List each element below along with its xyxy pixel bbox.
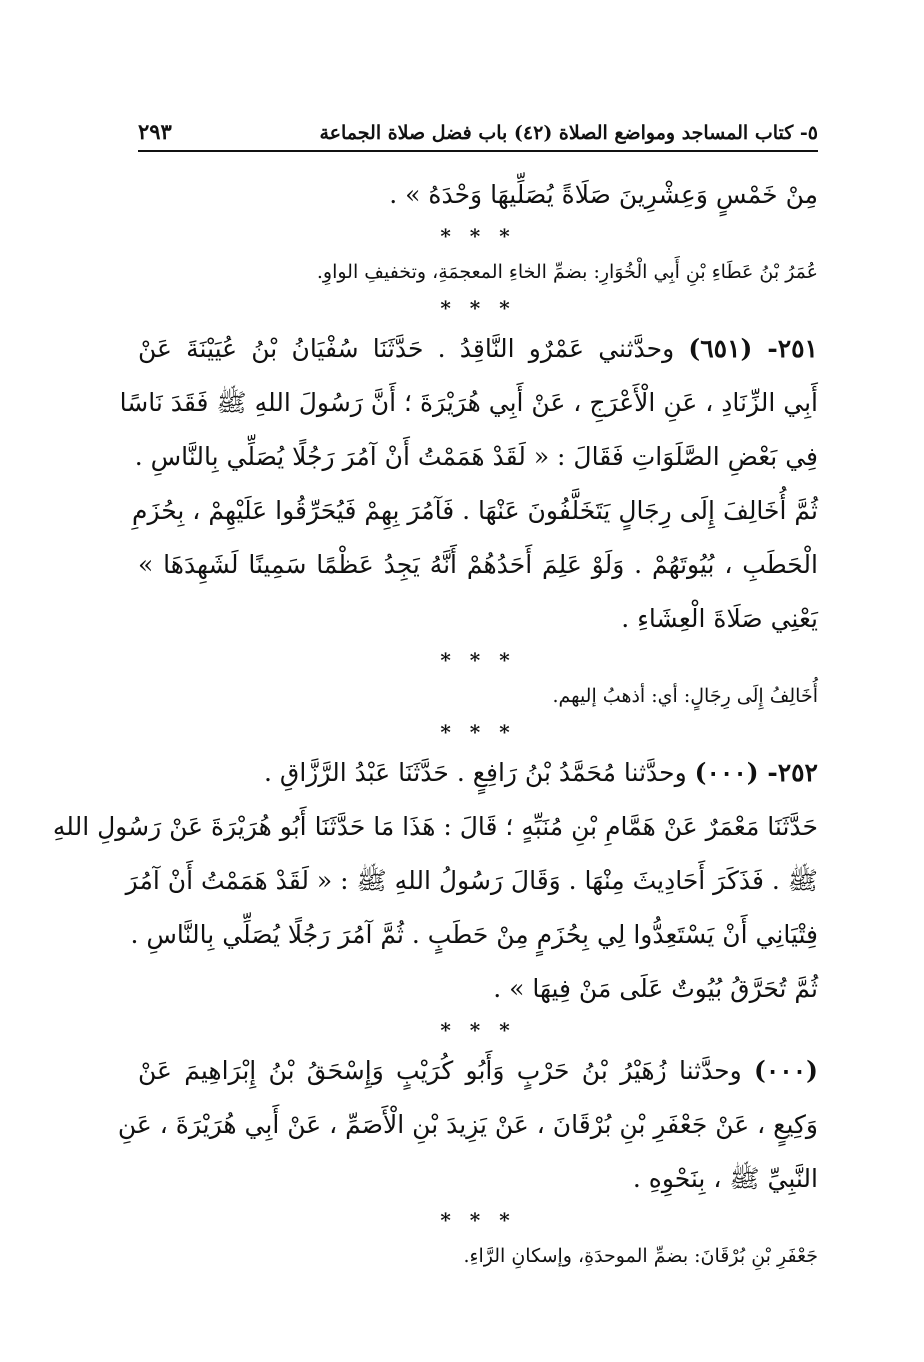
hadith-251-line: ثُمَّ أُخَالِفَ إِلَى رِجَالٍ يَتَخَلَّفُونَ عَنْهَا . فَآمُرَ بِهِمْ فَيُحَرِّقُوا عَلَيْهِمْ ، بِحُزَمِ (131, 496, 818, 525)
section-separator: * * * (440, 1018, 516, 1042)
gloss-note: جَعْفَرِ بْنِ بُرْقَانَ: بضمِّ الموحدَةِ، وإسكانِ الرَّاءِ. (463, 1245, 818, 1267)
hadith-252-line: ﷺ . فَذَكَرَ أَحَادِيثَ مِنْهَا . وَقَالَ رَسُولُ اللهِ ﷺ : « لَقَدْ هَمَمْتُ أَنْ آمُرَ (125, 866, 818, 895)
page-body (52, 168, 818, 1278)
hadith-number: ٢٥١- (٦٥١) (688, 334, 818, 363)
hadith-text: وحدَّثنا زُهَيْرُ بْنُ حَرْبٍ وَأَبُو كُرَيْبٍ وَإِسْحَقُ بْنُ إِبْرَاهِيمَ عَنْ (138, 1056, 742, 1085)
hadith-number: (٠٠٠) (754, 1056, 818, 1085)
section-separator: * * * (440, 720, 516, 744)
hadith-251-line: الْحَطَبِ ، بُيُوتَهُمْ . وَلَوْ عَلِمَ أَحَدُهُمْ أَنَّهُ يَجِدُ عَظْمًا سَمِينًا لَشَهِدَهَا » (138, 550, 818, 579)
hadith-251-line: فِي بَعْضِ الصَّلَوَاتِ فَقَالَ : « لَقَدْ هَمَمْتُ أَنْ آمُرَ رَجُلًا يُصَلِّي بِالنَّاسِ . (134, 442, 818, 471)
gloss-note: عُمَرُ بْنُ عَطَاءِ بْنِ أَبِي الْخُوَارِ: بضمِّ الخاءِ المعجمَةِ، وتخفيفِ الواوِ. (316, 261, 818, 283)
hadith-253-line (138, 1044, 818, 1098)
hadith-251-line (138, 322, 818, 376)
hadith-text: وحدَّثنا مُحَمَّدُ بْنُ رَافِعٍ . حَدَّثَنَا عَبْدُ الرَّزَّاقِ . (264, 758, 687, 787)
hadith-text: وحدَّثني عَمْرٌو النَّاقِدُ . حَدَّثَنَا سُفْيَانُ بْنُ عُيَيْنَةَ عَنْ (138, 334, 675, 363)
section-separator: * * * (440, 1208, 516, 1232)
hadith-251-line: يَعْنِي صَلَاةَ الْعِشَاءِ . (621, 604, 818, 633)
page-header (138, 106, 818, 152)
text-line: مِنْ خَمْسٍ وَعِشْرِينَ صَلَاةً يُصَلِّيهَا وَحْدَهُ » . (389, 180, 818, 209)
hadith-252-line (138, 746, 818, 800)
hadith-252-line: فِتْيَانِي أَنْ يَسْتَعِدُّوا لِي بِحُزَمٍ مِنْ حَطَبٍ . ثُمَّ آمُرَ رَجُلًا يُصَلِّي بِالنَّاسِ . (130, 920, 818, 949)
hadith-252-line: حَدَّثَنَا مَعْمَرٌ عَنْ هَمَّامِ بْنِ مُنَبِّهٍ ؛ قَالَ : هَذَا مَا حَدَّثَنَا أَبُو هُرَيْرَةَ عَنْ رَسُولِ اللهِ (52, 812, 818, 841)
hadith-251-line: أَبِي الزِّنَادِ ، عَنِ الْأَعْرَجِ ، عَنْ أَبِي هُرَيْرَةَ ؛ أَنَّ رَسُولَ اللهِ ﷺ فَقَدَ نَاسًا (119, 388, 818, 417)
hadith-253-line: النَّبِيِّ ﷺ ، بِنَحْوِهِ . (632, 1164, 818, 1193)
hadith-number: ٢٥٢- (٠٠٠) (694, 758, 818, 787)
running-title: ٥- كتاب المساجد ومواضع الصلاة (٤٢) باب فضل صلاة الجماعة (319, 122, 818, 144)
section-separator: * * * (440, 224, 516, 248)
section-separator: * * * (440, 648, 516, 672)
page-number: ٢٩٣ (138, 119, 172, 144)
hadith-253-line: وَكِيعٍ ، عَنْ جَعْفَرِ بْنِ بُرْقَانَ ، عَنْ يَزِيدَ بْنِ الْأَصَمِّ ، عَنْ أَبِي هُرَيْرَةَ ، عَنِ (117, 1110, 818, 1139)
gloss-note: أُخَالِفُ إِلَى رِجَالٍ: أي: أذهبُ إليهم. (552, 685, 818, 707)
section-separator: * * * (440, 296, 516, 320)
hadith-252-line: ثُمَّ تُحَرَّقُ بُيُوتٌ عَلَى مَنْ فِيهَا » . (493, 974, 818, 1003)
